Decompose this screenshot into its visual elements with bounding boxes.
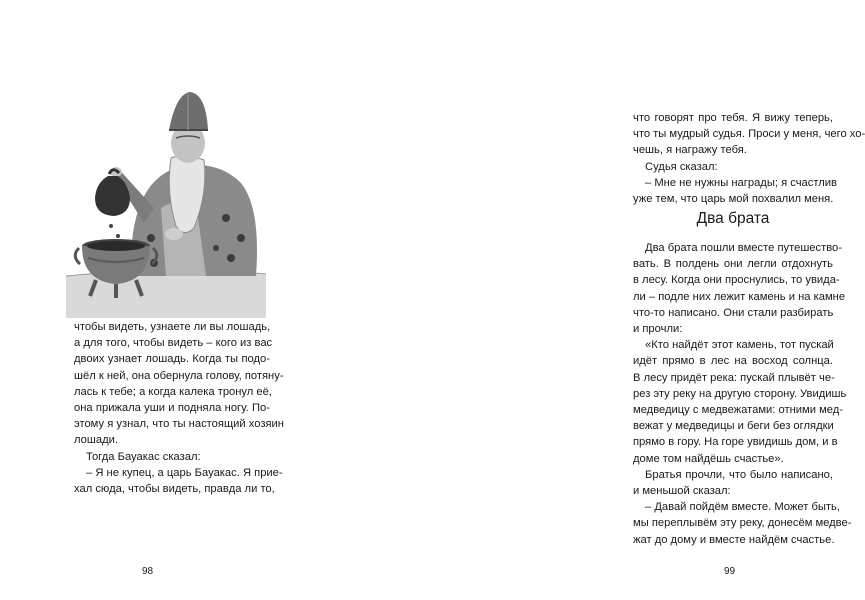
text-line: что говорят про тебя. Я вижу теперь, <box>633 112 833 124</box>
right-page-body-text <box>633 240 852 548</box>
right-page <box>300 0 865 600</box>
text-line: идёт прямо в лес на восход солнца. <box>633 355 833 368</box>
text-line: что-то написано. Они стали разбирать <box>633 306 834 319</box>
text-line: «Кто найдёт этот камень, тот пускай <box>645 339 834 352</box>
text-line: чешь, я награжу тебя. <box>633 144 747 157</box>
text-line: Судья сказал: <box>645 160 718 173</box>
text-line: хал сюда, чтобы видеть, правда ли то, <box>74 483 275 496</box>
page-number: 99 <box>724 566 736 577</box>
text-line: в лесу. Когда они проснулись, то увида- <box>633 274 840 287</box>
left-page <box>0 0 300 600</box>
text-line: доме том найдёшь счастье». <box>633 452 784 465</box>
text-line: что ты мудрый судья. Проси у меня, чего хо- <box>633 128 865 141</box>
text-line: лошади. <box>74 434 118 447</box>
text-line: лась к тебе; а когда калека тронул её, <box>74 385 272 398</box>
text-line: прямо в гору. На горе увидишь дом, и в <box>633 436 838 449</box>
text-line: вежат у медведицы и беги без оглядки <box>633 420 834 433</box>
text-line: этому я узнал, что ты настоящий хозяин <box>74 418 284 431</box>
page-number: 98 <box>142 566 154 577</box>
text-line: и меньшой сказал: <box>633 485 731 498</box>
text-line: – Мне не нужны награды; я счастлив <box>645 176 837 189</box>
text-line: уже тем, что царь мой похвалил меня. <box>633 193 834 206</box>
right-page-top-text <box>633 110 865 207</box>
text-line: чтобы видеть, узнаете ли вы лошадь, <box>74 321 271 333</box>
text-line: ли – подле них лежит камень и на камне <box>633 290 846 303</box>
text-line: медведицу с медвежатами: отними мед- <box>633 404 844 417</box>
text-line: рез эту реку на другую сторону. Увидишь <box>633 387 847 400</box>
sage-illustration <box>66 98 266 318</box>
text-line: Братья прочли, что было написано, <box>645 468 833 481</box>
text-line: двоих узнает лошадь. Когда ты подо- <box>74 353 270 366</box>
text-line: мы переплывём эту реку, донесём медве- <box>633 517 852 530</box>
left-page-text <box>74 319 284 497</box>
text-line: и прочли: <box>633 323 683 336</box>
text-line: – Я не купец, а царь Бауакас. Я прие- <box>86 466 283 479</box>
story-heading: Два брата <box>696 210 770 227</box>
text-line: Два брата пошли вместе путешество- <box>645 242 843 254</box>
text-line: а для того, чтобы видеть – кого из вас <box>74 337 273 350</box>
text-line: жат до дому и вместе найдём счастье. <box>633 533 835 546</box>
text-line: шёл к ней, она обернула голову, потяну- <box>74 369 284 382</box>
text-line: вать. В полдень они легли отдохнуть <box>633 258 833 271</box>
text-line: она прижала уши и подняла ногу. По- <box>74 402 270 415</box>
text-line: В лесу придёт река: пускай плывёт че- <box>633 371 835 384</box>
text-line: Тогда Бауакас сказал: <box>86 450 201 463</box>
text-line: – Давай пойдём вместе. Может быть, <box>645 501 840 514</box>
